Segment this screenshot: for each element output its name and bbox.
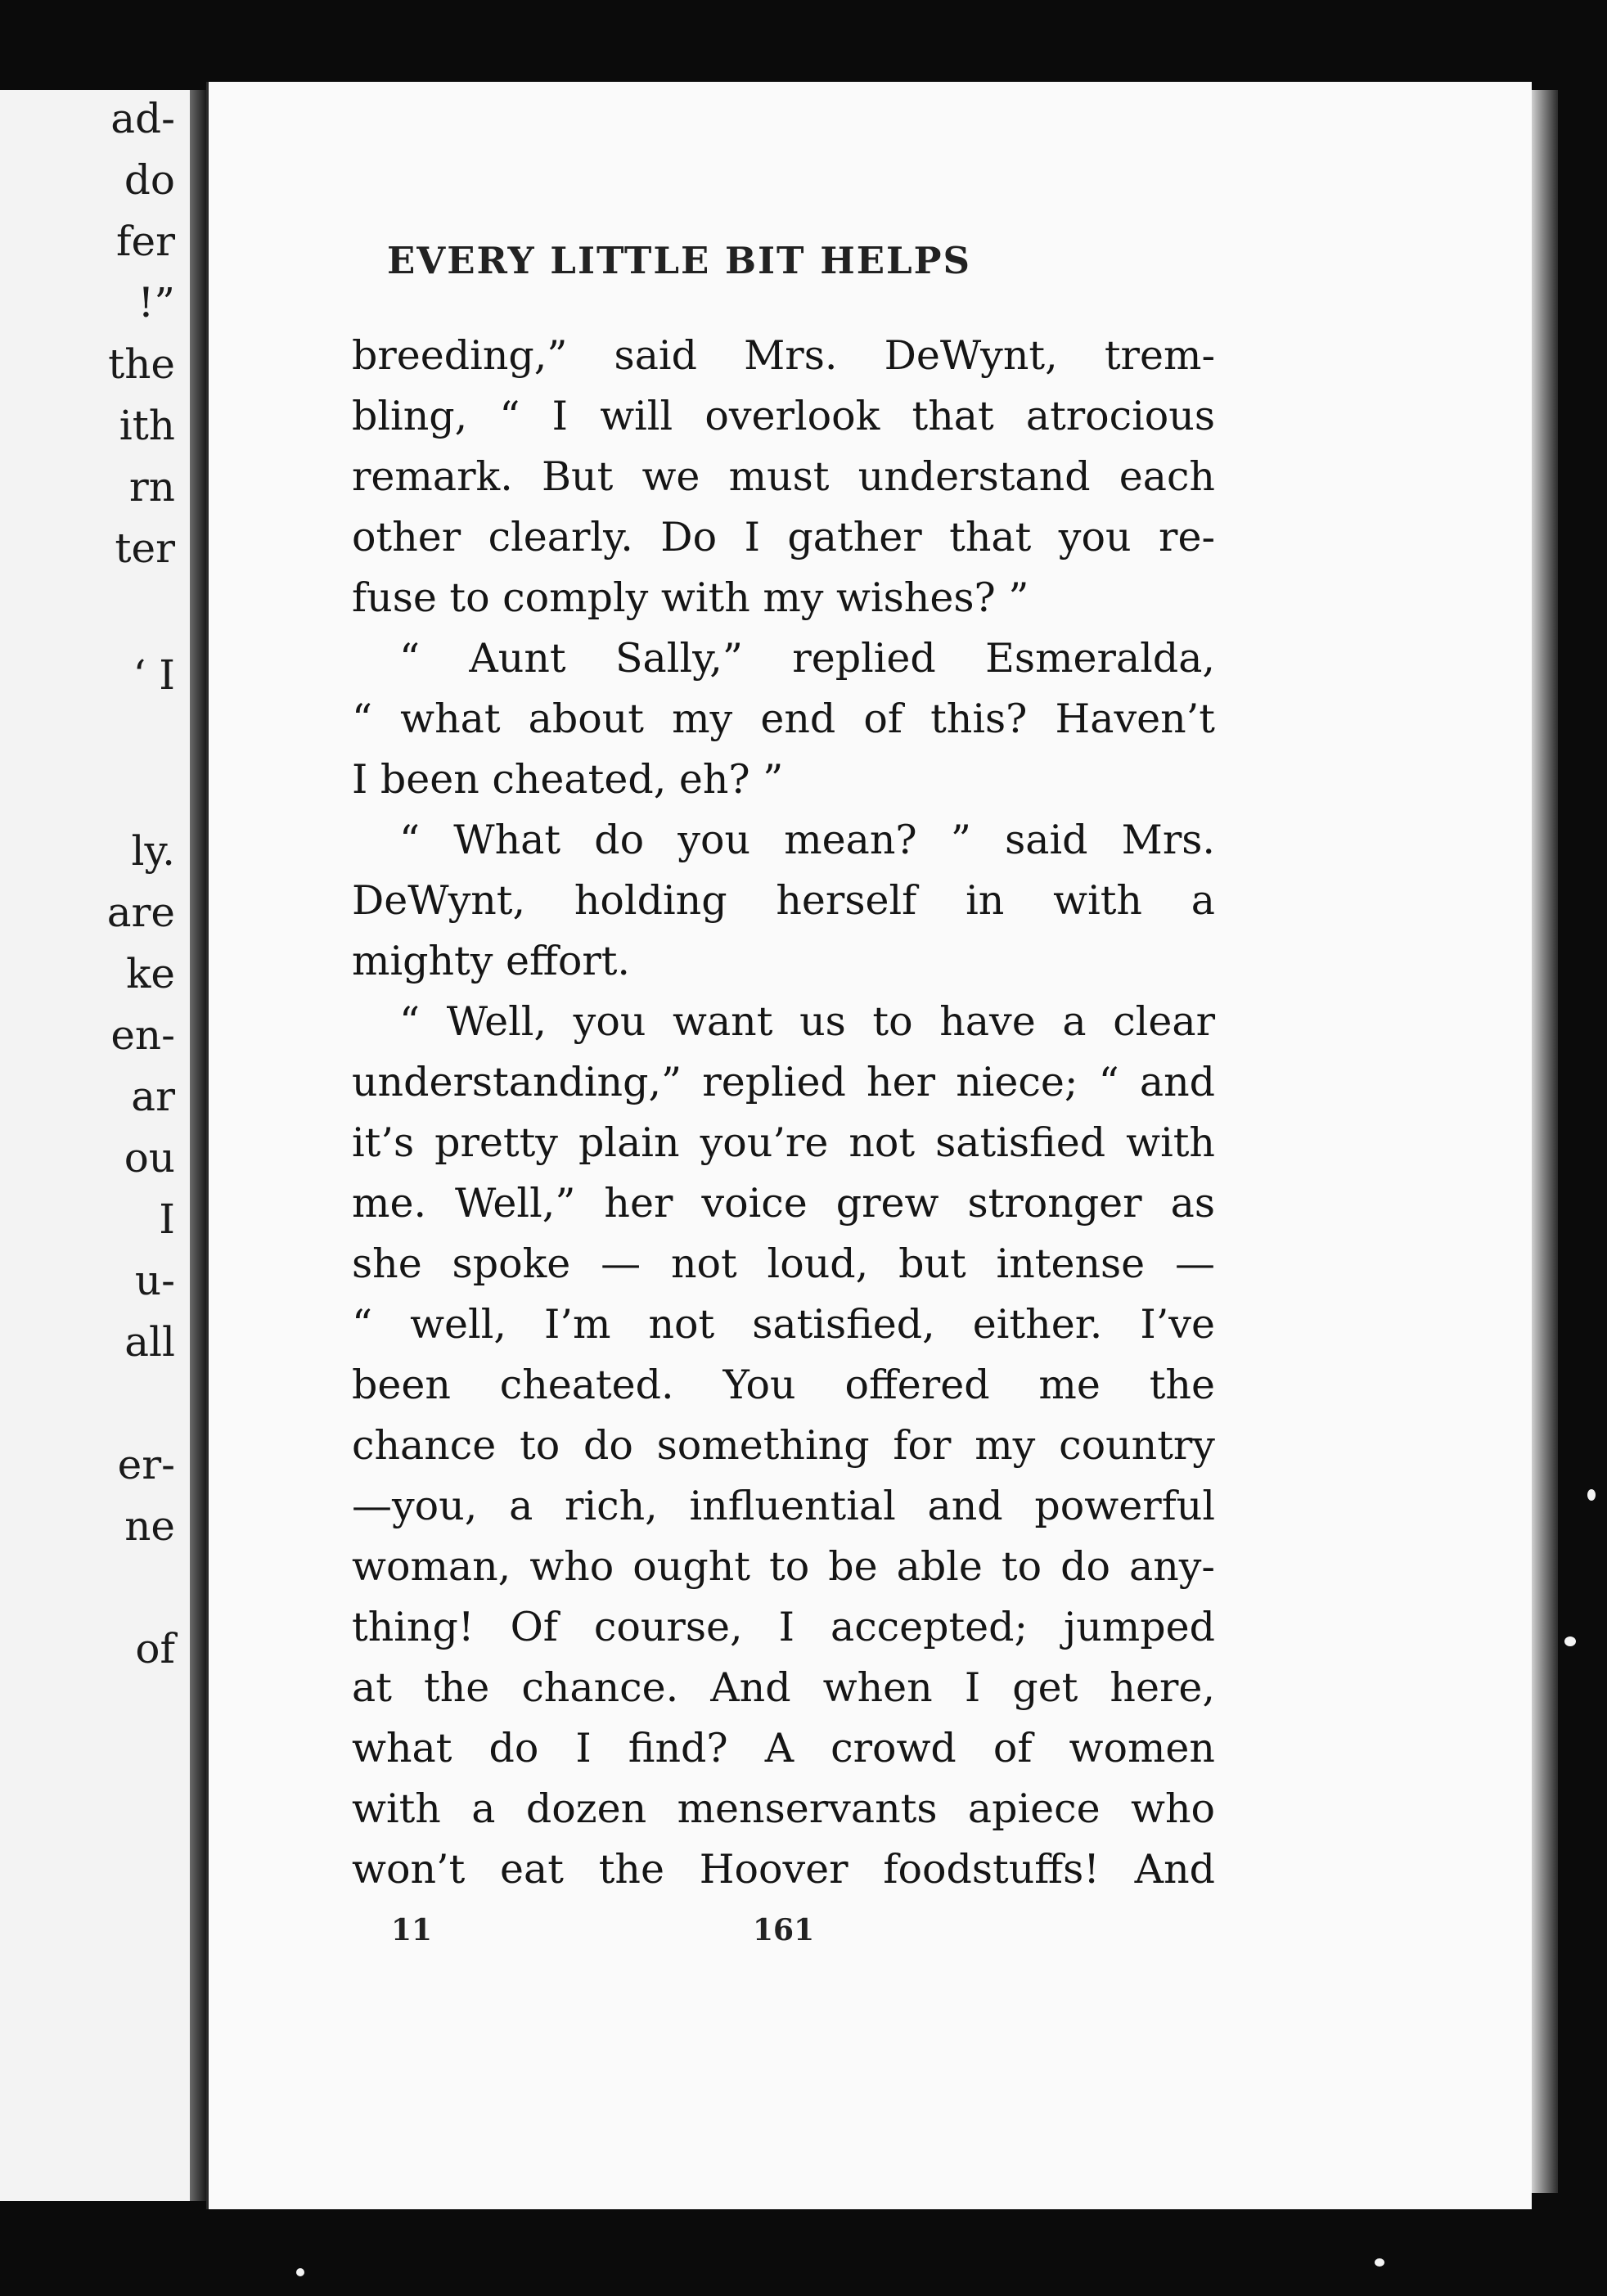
- text-line: I been cheated, eh? ”: [352, 756, 784, 803]
- dust-speck: [296, 2268, 304, 2276]
- left-page-fragment: ke: [126, 950, 175, 997]
- text-line: remark. But we must understand each: [352, 453, 1215, 500]
- text-line: been cheated. You offered me the: [352, 1362, 1215, 1408]
- text-line: what do I find? A crowd of women: [352, 1725, 1215, 1772]
- dust-speck: [1587, 1489, 1596, 1501]
- body-text: [352, 326, 1215, 1900]
- text-line: —you, a rich, influential and powerful: [352, 1483, 1215, 1529]
- left-page-fragment: en-: [110, 1011, 175, 1059]
- text-line: won’t eat the Hoover foodstuffs! And: [352, 1846, 1215, 1893]
- left-page-fragment: u-: [134, 1257, 175, 1304]
- left-page-fragment: of: [135, 1625, 175, 1672]
- text-line: with a dozen menservants apiece who: [352, 1785, 1215, 1832]
- text-line: breeding,” said Mrs. DeWynt, trem-: [352, 332, 1215, 379]
- left-page-fragment: ad-: [110, 95, 175, 142]
- text-line: fuse to comply with my wishes? ”: [352, 574, 1029, 621]
- text-line: bling, “ I will overlook that atrocious: [352, 393, 1215, 439]
- text-line: it’s pretty plain you’re not satisfied with: [352, 1119, 1215, 1166]
- left-page-fragment: ou: [124, 1134, 175, 1182]
- left-page-fragment: ne: [124, 1502, 175, 1550]
- text-line: mighty effort.: [352, 938, 631, 984]
- text-line: DeWynt, holding herself in with a: [352, 877, 1215, 924]
- text-line: “ Well, you want us to have a clear: [399, 998, 1215, 1045]
- page-number: 161: [753, 1913, 815, 1947]
- text-line: woman, who ought to be able to do any-: [352, 1543, 1215, 1590]
- left-page-fragment: rn: [128, 463, 175, 511]
- text-line: she spoke — not loud, but intense —: [352, 1240, 1215, 1287]
- text-line: “ what about my end of this? Haven’t: [352, 696, 1215, 742]
- signature-mark: 11: [391, 1913, 433, 1947]
- left-page-fragment: ‘ I: [133, 651, 175, 699]
- text-line: “ Aunt Sally,” replied Esmeralda,: [399, 635, 1215, 682]
- text-line: “ What do you mean? ” said Mrs.: [399, 817, 1215, 863]
- left-page-fragment: ter: [115, 524, 175, 572]
- page-edge: [1532, 90, 1558, 2193]
- left-page-fragment: !”: [137, 279, 175, 326]
- left-page-fragment: do: [124, 156, 175, 204]
- text-line: at the chance. And when I get here,: [352, 1664, 1215, 1711]
- text-line: “ well, I’m not satisfied, either. I’ve: [352, 1301, 1215, 1348]
- left-page-fragment: er-: [117, 1441, 175, 1488]
- text-line: chance to do something for my country: [352, 1422, 1215, 1469]
- left-page-fragment: ar: [131, 1073, 175, 1120]
- left-page-fragment: ly.: [131, 827, 175, 875]
- dust-speck: [1375, 2258, 1384, 2267]
- left-page-fragment: ith: [119, 402, 175, 449]
- text-line: other clearly. Do I gather that you re-: [352, 514, 1215, 560]
- left-page-fragment: I: [159, 1195, 175, 1243]
- left-page-fragment: are: [106, 889, 175, 936]
- dust-speck: [1564, 1636, 1576, 1646]
- running-head: EVERY LITTLE BIT HELPS: [386, 239, 971, 282]
- text-line: me. Well,” her voice grew stronger as: [352, 1180, 1215, 1227]
- text-line: thing! Of course, I accepted; jumped: [352, 1604, 1215, 1650]
- left-page-fragment: fer: [116, 218, 175, 265]
- text-line: understanding,” replied her niece; “ and: [352, 1059, 1215, 1105]
- left-facing-page: [0, 90, 190, 2201]
- left-page-fragment: the: [108, 340, 175, 388]
- left-page-fragment: all: [124, 1318, 175, 1366]
- book-gutter: [190, 90, 206, 2201]
